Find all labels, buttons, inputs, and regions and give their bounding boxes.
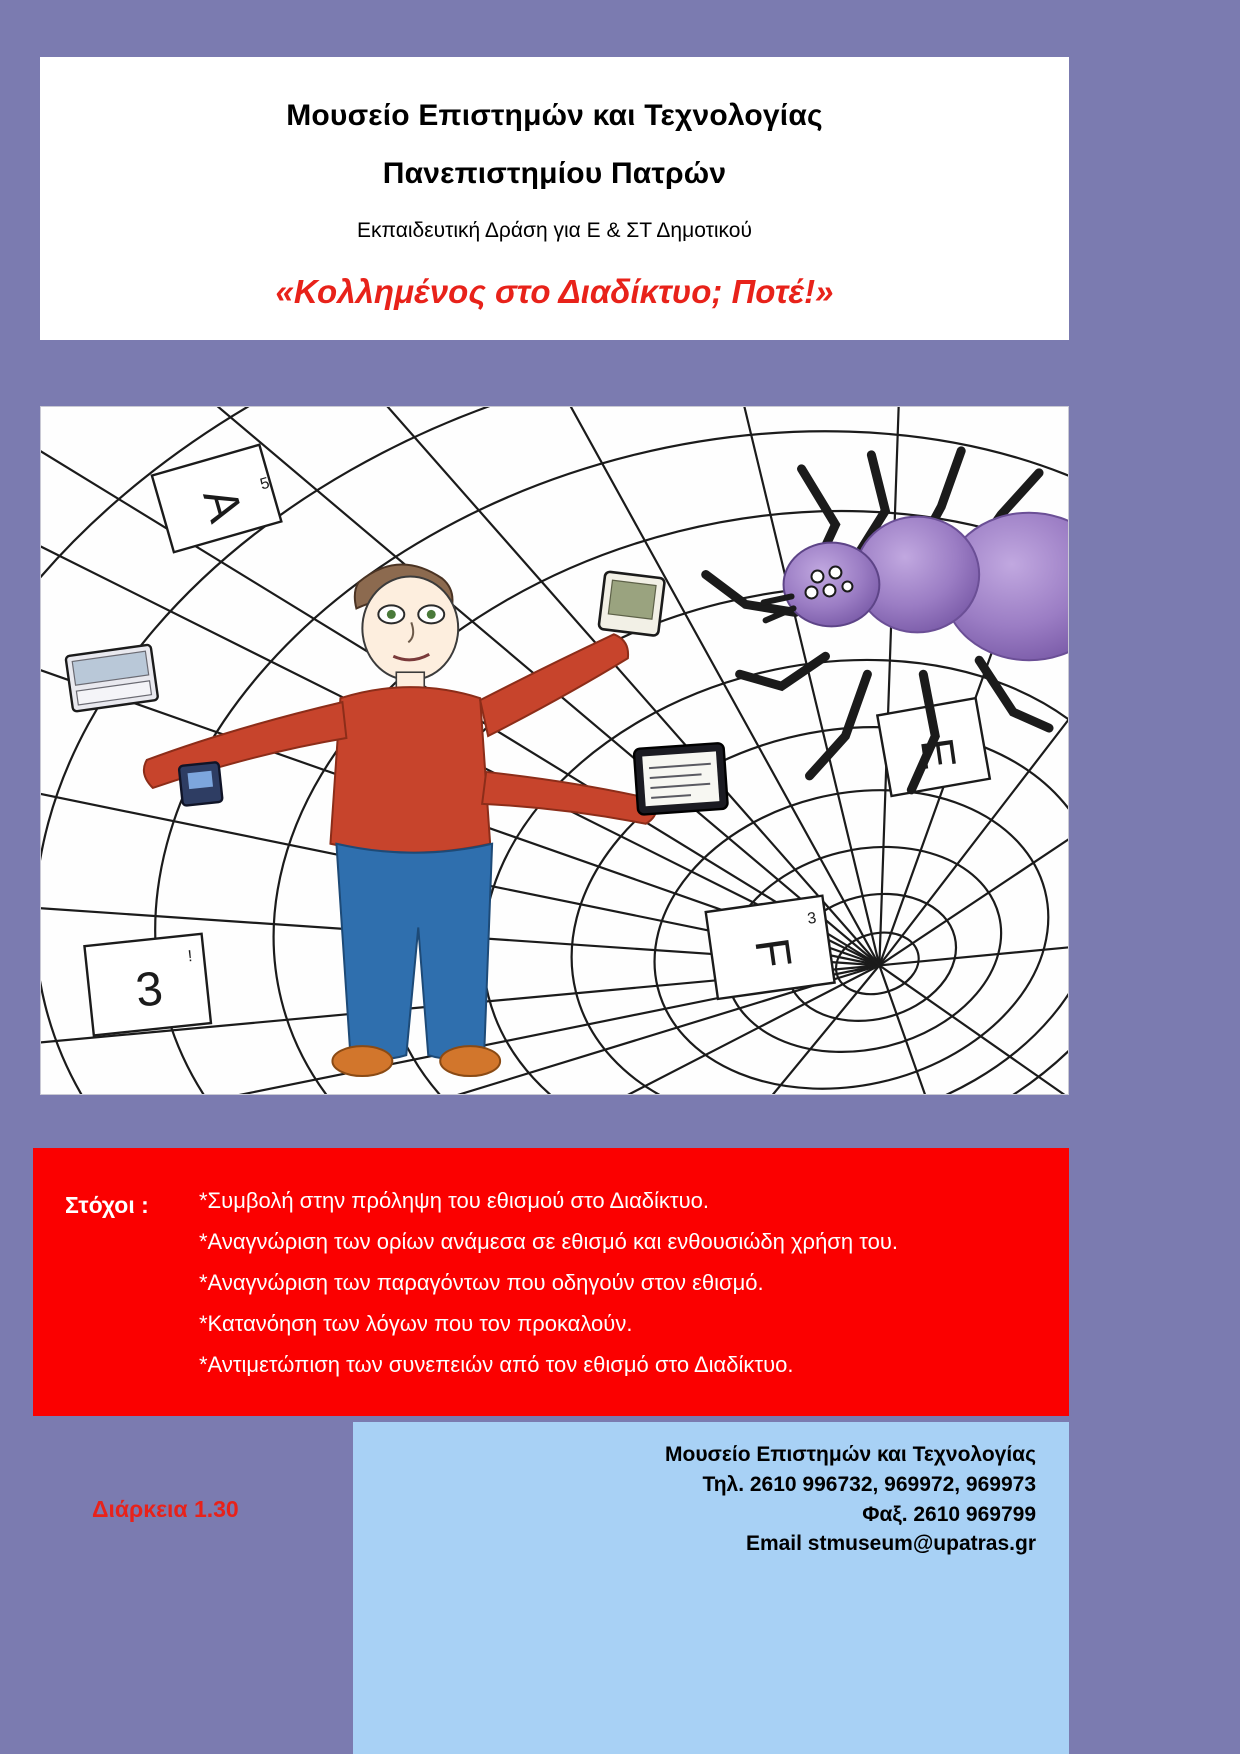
list-item: *Συμβολή στην πρόληψη του εθισμού στο Διαδίκτυο. [199,1188,709,1213]
svg-text:!: ! [187,947,194,966]
activity-subtitle: Εκπαιδευτική Δράση για Ε & ΣΤ Δημοτικού [357,219,752,242]
footer-panel [353,1422,1069,1754]
goals-panel [33,1148,1069,1416]
web-letter-e: E [910,734,967,773]
contact-fax: Φαξ. 2610 969799 [862,1502,1036,1526]
contact-email[interactable]: Email stmuseum@upatras.gr [745,1532,1036,1556]
child-in-spider-web-drawing [41,407,1068,1094]
list-item: *Κατανόηση των λόγων που τον προκαλούν. [199,1311,633,1336]
goals-label: Στόχοι : [65,1192,149,1218]
illustration-frame [40,406,1069,1095]
list-item: *Αντιμετώπιση των συνεπειών από τον εθισμό στο Διαδίκτυο. [199,1352,794,1377]
web-letter-f: F [744,934,801,972]
duration-label: Διάρκεια 1.30 [92,1496,239,1522]
list-item: *Αναγνώριση των παραγόντων που οδηγούν στον εθισμό. [199,1270,764,1295]
svg-text:3: 3 [806,909,818,928]
museum-name-line1: Μουσείο Επιστημών και Τεχνολογίας [286,99,823,132]
web-letter-3: 3 [133,962,166,1018]
contact-org: Μουσείο Επιστημών και Τεχνολογίας [665,1443,1036,1466]
contact-block [665,1440,1036,1559]
goals-list [199,1190,1055,1395]
museum-name-line2: Πανεπιστημίου Πατρών [382,157,727,190]
header-panel [40,57,1069,340]
svg-text:5: 5 [258,474,272,494]
contact-phone: Τηλ. 2610 996732, 969972, 969973 [702,1472,1036,1496]
web-letter-a: A [192,482,253,528]
page-title: «Κολλημένος στο Διαδίκτυο; Ποτέ!» [275,273,834,310]
list-item: *Αναγνώριση των ορίων ανάμεσα σε εθισμό και ενθουσιώδη χρήση του. [199,1229,898,1254]
